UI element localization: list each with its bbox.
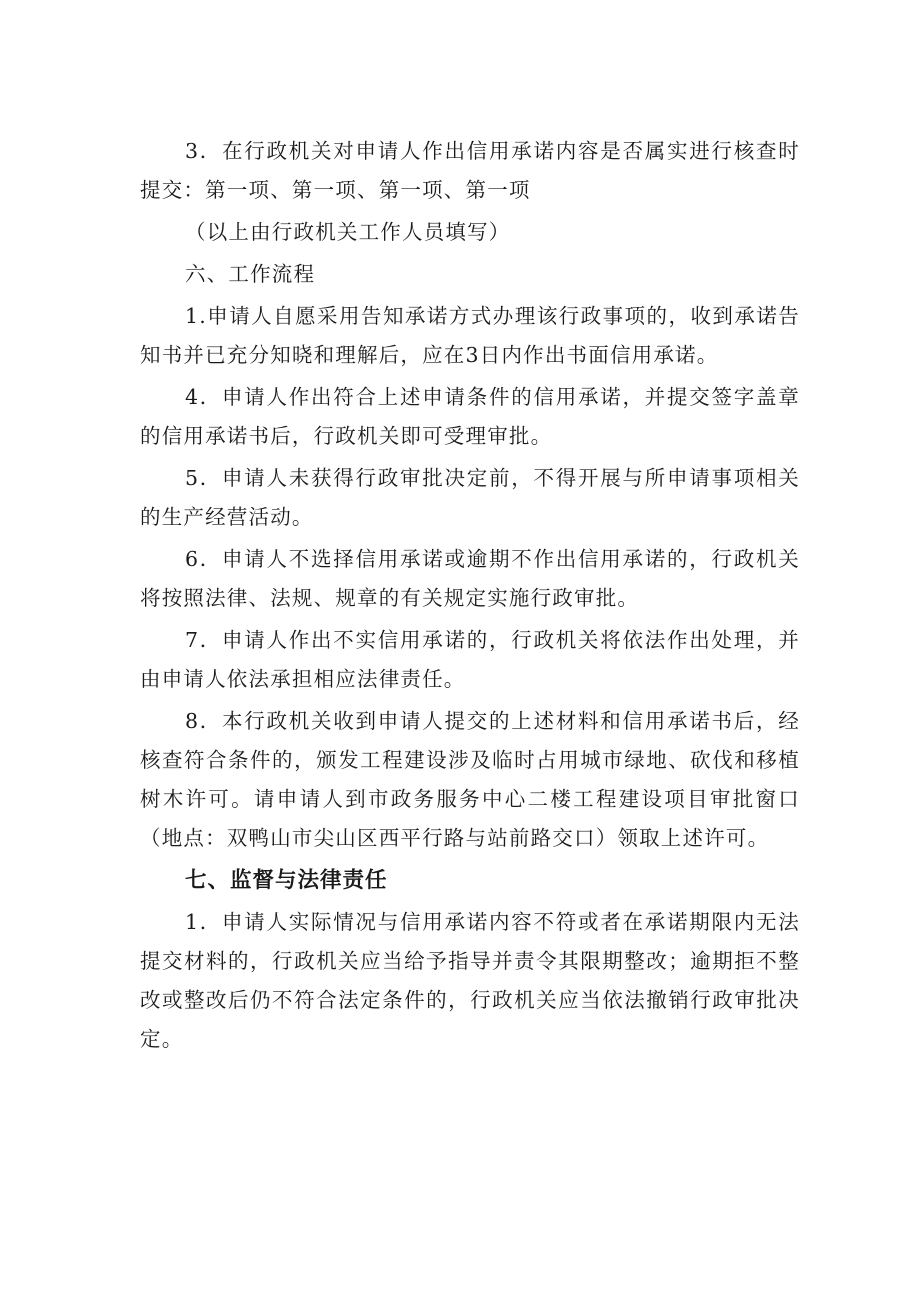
paragraph-workflow-4: 4．申请人作出符合上述申请条件的信用承诺，并提交签字盖章的信用承诺书后，行政机关即可受理审批。 <box>140 385 800 448</box>
paragraph-workflow-7: 7．申请人作出不实信用承诺的，行政机关将依法作出处理，并由申请人依法承担相应法律责任。 <box>140 628 800 691</box>
section-heading-workflow: 六、工作流程 <box>185 262 316 286</box>
paragraph-item-3-commitment-check: 3．在行政机关对申请人作出信用承诺内容是否属实进行核查时提交：第一项、第一项、第一项、第一项 <box>140 139 800 202</box>
section-heading-supervision: 七、监督与法律责任 <box>185 868 388 893</box>
document-page <box>140 132 800 1062</box>
paragraph-workflow-8: 8．本行政机关收到申请人提交的上述材料和信用承诺书后，经核查符合条件的，颁发工程建设涉及临时占用城市绿地、砍伐和移植树木许可。请申请人到市政务服务中心二楼工程建设项目审批窗口（地点：双鸭山市尖山区西平行路与站前路交口）领取上述许可。 <box>140 709 800 850</box>
paragraph-workflow-1: 1.申请人自愿采用告知承诺方式办理该行政事项的，收到承诺告知书并已充分知晓和理解后，应在3日内作出书面信用承诺。 <box>140 304 800 367</box>
paragraph-workflow-6: 6．申请人不选择信用承诺或逾期不作出信用承诺的，行政机关将按照法律、法规、规章的有关规定实施行政审批。 <box>140 547 800 610</box>
paragraph-note-filled-by-staff: （以上由行政机关工作人员填写） <box>185 220 511 244</box>
paragraph-workflow-5: 5．申请人未获得行政审批决定前，不得开展与所申请事项相关的生产经营活动。 <box>140 466 800 529</box>
paragraph-supervision-1: 1．申请人实际情况与信用承诺内容不符或者在承诺期限内无法提交材料的，行政机关应当给予指导并责令其限期整改；逾期拒不整改或整改后仍不符合法定条件的，行政机关应当依法撤销行政审批决定。 <box>140 910 800 1051</box>
